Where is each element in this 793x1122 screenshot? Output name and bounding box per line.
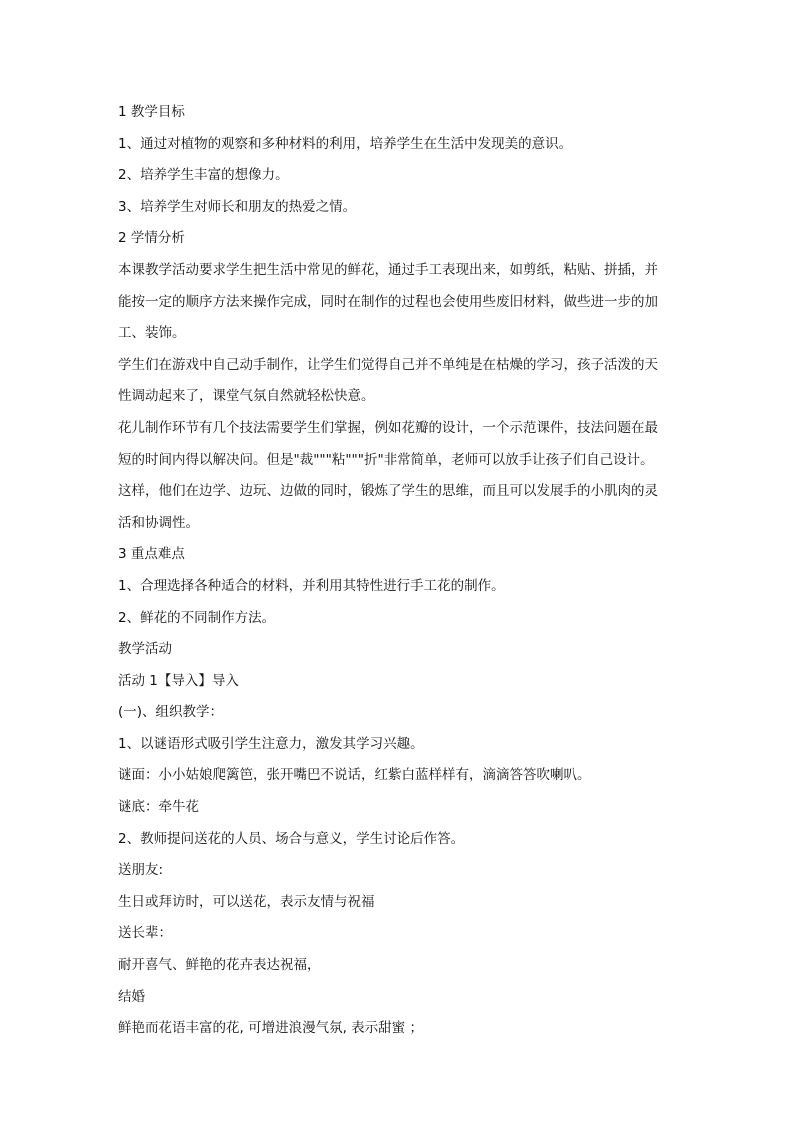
key-point-item-1: 1、合理选择各种适合的材料，并利用其特性进行手工花的制作。 — [118, 577, 505, 594]
paragraph-line: 花儿制作环节有几个技法需要学生们掌握，例如花瓣的设计，一个示范课件，技法问题在最 — [118, 419, 658, 436]
riddle-question: 谜面：小小姑娘爬篱笆，张开嘴巴不说话，红紫白蓝样样有，滴滴答答吹喇叭。 — [118, 767, 591, 784]
occasion-label: 送长辈： — [118, 925, 172, 942]
section-heading-key-points: 3 重点难点 — [118, 546, 185, 563]
activity-step: 2、教师提问送花的人员、场合与意义，学生讨论后作答。 — [118, 830, 465, 847]
objective-item-3: 3、培养学生对师长和朋友的热爱之情。 — [118, 198, 357, 215]
occasion-label: 结婚 — [118, 988, 145, 1005]
section-heading-objectives: 1 教学目标 — [118, 104, 185, 120]
paragraph-line: 学生们在游戏中自己动手制作，让学生们觉得自己并不单纯是在枯燥的学习，孩子活泼的天 — [118, 356, 658, 373]
paragraph-line: 这样，他们在边学、边玩、边做的同时，锻炼了学生的思维，而且可以发展手的小肌肉的灵 — [118, 483, 658, 500]
objective-item-2: 2、培养学生丰富的想像力。 — [118, 167, 289, 184]
paragraph-line: 本课教学活动要求学生把生活中常见的鲜花，通过手工表现出来，如剪纸，粘贴、拼插，并 — [118, 261, 658, 278]
occasion-description: 耐开喜气、鲜艳的花卉表达祝福， — [118, 957, 321, 974]
occasion-description: 鲜艳而花语丰富的花, 可增进浪漫气氛, 表示甜蜜 ； — [118, 1020, 423, 1037]
document-body — [118, 101, 683, 1049]
key-point-item-2: 2、鲜花的不同制作方法。 — [118, 609, 276, 626]
paragraph-line: 活和协调性。 — [118, 514, 199, 531]
section-heading-activities: 教学活动 — [118, 641, 172, 658]
paragraph-line: 能按一定的顺序方法来操作完成，同时在制作的过程也会使用些废旧材料，做些进一步的加 — [118, 293, 658, 310]
activity-step: 1、以谜语形式吸引学生注意力，激发其学习兴趣。 — [118, 735, 424, 752]
objective-item-1: 1、通过对植物的观察和多种材料的利用，培养学生在生活中发现美的意识。 — [118, 135, 573, 152]
occasion-description: 生日或拜访时，可以送花，表示友情与祝福 — [118, 893, 375, 910]
occasion-label: 送朋友: — [118, 862, 164, 879]
paragraph-line: 工、装饰。 — [118, 325, 186, 342]
section-heading-analysis: 2 学情分析 — [118, 230, 185, 247]
paragraph-line: 短的时间内得以解决问。但是"裁"""粘"""折"非常简单，老师可以放手让孩子们自己设计。 — [118, 451, 654, 468]
activity-heading: 活动 1【导入】导入 — [118, 672, 239, 689]
activity-subheading: (一)、组织教学： — [118, 704, 224, 721]
paragraph-line: 性调动起来了，课堂气氛自然就轻松快意。 — [118, 388, 375, 405]
riddle-answer: 谜底：牵牛花 — [118, 799, 199, 816]
